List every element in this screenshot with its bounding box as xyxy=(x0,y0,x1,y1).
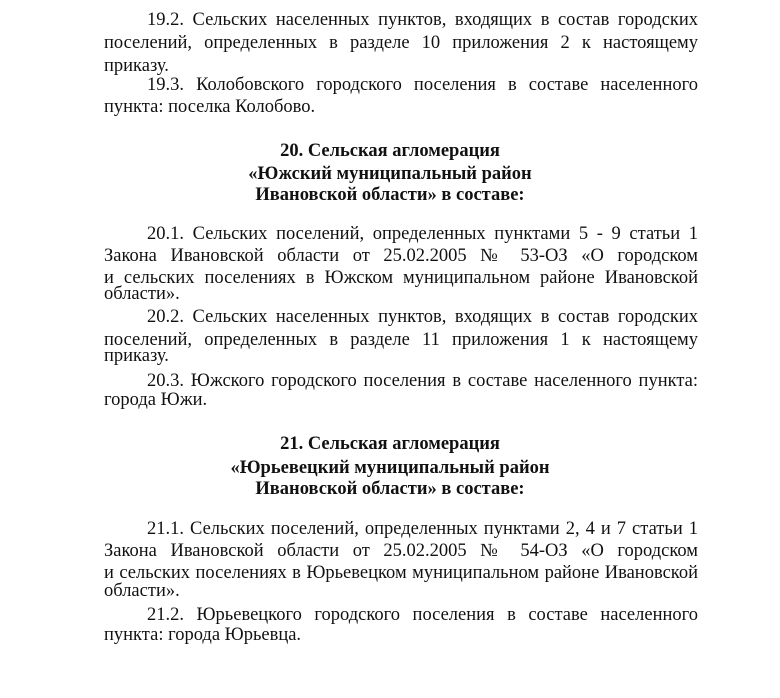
paragraph-20-1-line-1: 20.1. Сельских поселений, определенных пунктами 5 - 9 статьи 1 xyxy=(147,224,698,244)
paragraph-20-2-line-1: 20.2. Сельских населенных пунктов, входящих в состав городских xyxy=(147,307,698,327)
paragraph-21-1-line-2: Закона Ивановской области от 25.02.2005 № 54-ОЗ «О городском xyxy=(104,541,698,561)
paragraph-19-2-line-1: 19.2. Сельских населенных пунктов, входящих в состав городских xyxy=(147,10,698,30)
paragraph-21-1-line-4: области». xyxy=(104,581,180,601)
section-20-heading-line-3: Ивановской области» в составе: xyxy=(255,185,525,205)
paragraph-20-2-line-3: приказу. xyxy=(104,346,169,366)
paragraph-19-2-line-3: приказу. xyxy=(104,56,169,76)
section-20-heading-line-1: 20. Сельская агломерация xyxy=(280,141,500,161)
paragraph-19-3-line-2: пункта: поселка Колобово. xyxy=(104,97,316,117)
section-21-heading-line-3: Ивановской области» в составе: xyxy=(255,479,525,499)
paragraph-19-3-line-1: 19.3. Колобовского городского поселения в составе населенного xyxy=(147,75,698,95)
paragraph-20-1-line-3: и сельских поселениях в Южском муниципальном районе Ивановской xyxy=(104,268,698,288)
paragraph-21-2-line-2: пункта: города Юрьевца. xyxy=(104,625,302,645)
paragraph-21-2-line-1: 21.2. Юрьевецкого городского поселения в составе населенного xyxy=(147,605,698,625)
section-21-heading-line-1: 21. Сельская агломерация xyxy=(280,434,500,454)
paragraph-20-1-line-4: области». xyxy=(104,284,180,304)
paragraph-20-3-line-2: города Южи. xyxy=(104,390,208,410)
paragraph-21-1-line-1: 21.1. Сельских поселений, определенных пунктами 2, 4 и 7 статьи 1 xyxy=(147,519,698,539)
paragraph-21-1-line-3: и сельских поселениях в Юрьевецком муниципальном районе Ивановской xyxy=(104,563,698,583)
section-20-heading-line-2: «Южский муниципальный район xyxy=(248,164,532,184)
paragraph-20-1-line-2: Закона Ивановской области от 25.02.2005 № 53-ОЗ «О городском xyxy=(104,246,698,266)
paragraph-20-2-line-2: поселений, определенных в разделе 11 приложения 1 к настоящему xyxy=(104,330,698,350)
paragraph-19-2-line-2: поселений, определенных в разделе 10 приложения 2 к настоящему xyxy=(104,33,698,53)
section-21-heading-line-2: «Юрьевецкий муниципальный район xyxy=(230,458,550,478)
paragraph-20-3-line-1: 20.3. Южского городского поселения в составе населенного пункта: xyxy=(147,371,698,391)
